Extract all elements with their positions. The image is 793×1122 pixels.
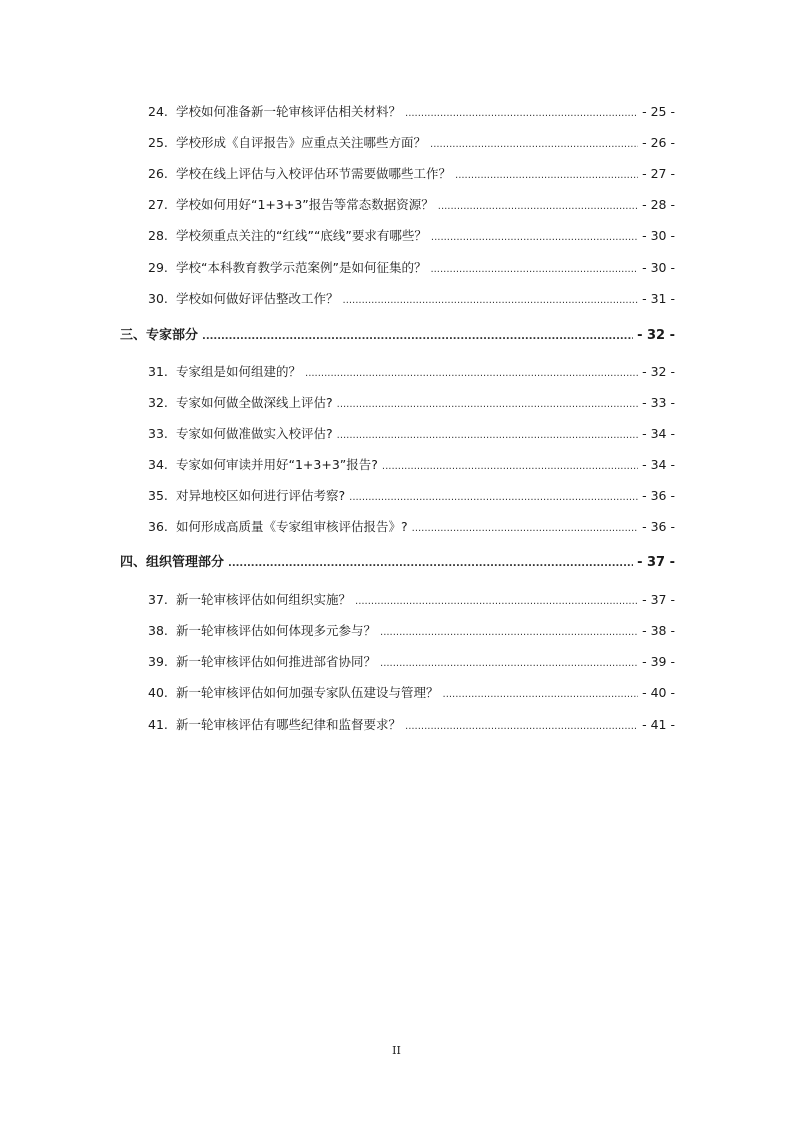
toc-entry-40[interactable]	[148, 684, 675, 704]
toc-entry-page: - 33 -	[642, 395, 675, 410]
toc-entry-number: 32.	[148, 395, 168, 410]
toc-section-page: - 32 -	[637, 328, 675, 343]
toc-entry-number: 35.	[148, 488, 168, 503]
toc-entry-34[interactable]	[148, 456, 675, 476]
toc-entry-title: 新一轮审核评估如何体现多元参与？	[176, 623, 377, 638]
dot-leader	[405, 105, 638, 123]
toc-entry-number: 41.	[148, 717, 168, 732]
toc-entry-title: 如何形成高质量《专家组审核评估报告》?	[176, 519, 408, 534]
toc-entry-36[interactable]	[148, 518, 675, 538]
dot-leader	[431, 229, 638, 247]
toc-entry-title: 新一轮审核评估如何加强专家队伍建设与管理？	[176, 685, 439, 700]
toc-entry-page: - 34 -	[642, 426, 675, 441]
page-footer-number: II	[392, 1044, 401, 1057]
toc-entry-number: 30.	[148, 291, 168, 306]
toc-entry-page: - 32 -	[642, 364, 675, 379]
dot-leader	[349, 489, 638, 507]
dot-leader	[382, 458, 638, 476]
toc-entry-number: 28.	[148, 228, 168, 243]
toc-entry-38[interactable]	[148, 622, 675, 642]
toc-entry-title: 学校须重点关注的“红线”“底线”要求有哪些？	[176, 228, 427, 243]
dot-leader	[412, 520, 638, 538]
dot-leader	[405, 718, 638, 736]
toc-entry-title: 新一轮审核评估如何推进部省协同？	[176, 654, 377, 669]
toc-entry-25[interactable]	[148, 134, 675, 154]
toc-entry-number: 27.	[148, 197, 168, 212]
toc-entry-title: 学校形成《自评报告》应重点关注哪些方面？	[176, 135, 427, 150]
toc-entry-33[interactable]	[148, 425, 675, 445]
toc-entry-title: 学校如何做好评估整改工作？	[176, 291, 339, 306]
toc-entry-37[interactable]	[148, 591, 675, 611]
toc-section-title: 三、专家部分	[120, 328, 199, 343]
toc-entry-title: 专家如何做准做实入校评估?	[176, 426, 333, 441]
toc-entry-title: 新一轮审核评估如何组织实施？	[176, 592, 352, 607]
dot-leader	[443, 686, 639, 704]
dot-leader	[228, 555, 633, 573]
dot-leader	[202, 328, 633, 346]
toc-entry-page: - 27 -	[642, 166, 675, 181]
toc-entry-27[interactable]	[148, 196, 675, 216]
dot-leader	[343, 292, 639, 310]
toc-entry-31[interactable]	[148, 363, 675, 383]
toc-entry-page: - 31 -	[642, 291, 675, 306]
toc-entry-page: - 26 -	[642, 135, 675, 150]
toc-section-page: - 37 -	[637, 555, 675, 570]
toc-section-experts[interactable]	[120, 327, 675, 346]
toc-entry-24[interactable]	[148, 103, 675, 123]
toc-entry-title: 专家如何做全做深线上评估?	[176, 395, 333, 410]
toc-entry-title: 专家组是如何组建的？	[176, 364, 302, 379]
toc-entry-title: 学校如何准备新一轮审核评估相关材料？	[176, 104, 402, 119]
toc-entry-page: - 38 -	[642, 623, 675, 638]
toc-entry-title: 对异地校区如何进行评估考察?	[176, 488, 346, 503]
dot-leader	[430, 136, 638, 154]
toc-entry-number: 37.	[148, 592, 168, 607]
dot-leader	[355, 593, 638, 611]
toc-entry-number: 34.	[148, 457, 168, 472]
dot-leader	[430, 261, 638, 279]
toc-entry-page: - 40 -	[642, 685, 675, 700]
toc-entry-page: - 36 -	[642, 519, 675, 534]
toc-entry-title: 学校在线上评估与入校评估环节需要做哪些工作？	[176, 166, 452, 181]
toc-entry-41[interactable]	[148, 716, 675, 736]
toc-entry-32[interactable]	[148, 394, 675, 414]
toc-entry-30[interactable]	[148, 290, 675, 310]
toc-entry-page: - 34 -	[642, 457, 675, 472]
toc-entry-29[interactable]	[148, 259, 675, 279]
toc-entry-page: - 41 -	[642, 717, 675, 732]
toc-entry-title: 学校如何用好“1+3+3”报告等常态数据资源？	[176, 197, 434, 212]
toc-entry-page: - 36 -	[642, 488, 675, 503]
toc-entry-page: - 30 -	[642, 260, 675, 275]
toc-entry-26[interactable]	[148, 165, 675, 185]
toc-entry-number: 31.	[148, 364, 168, 379]
toc-entry-number: 24.	[148, 104, 168, 119]
toc-entry-number: 29.	[148, 260, 168, 275]
toc-entry-page: - 28 -	[642, 197, 675, 212]
toc-entry-number: 33.	[148, 426, 168, 441]
dot-leader	[380, 624, 638, 642]
toc-entry-page: - 30 -	[642, 228, 675, 243]
toc-entry-number: 39.	[148, 654, 168, 669]
toc-entry-title: 学校“本科教育教学示范案例”是如何征集的？	[176, 260, 427, 275]
toc-entry-35[interactable]	[148, 487, 675, 507]
toc-entry-page: - 25 -	[642, 104, 675, 119]
toc-entry-28[interactable]	[148, 227, 675, 247]
toc-entry-page: - 39 -	[642, 654, 675, 669]
toc-entry-number: 40.	[148, 685, 168, 700]
toc-entry-number: 25.	[148, 135, 168, 150]
dot-leader	[337, 427, 638, 445]
toc-entry-number: 26.	[148, 166, 168, 181]
dot-leader	[337, 396, 638, 414]
toc-section-organization[interactable]	[120, 554, 675, 573]
toc-entry-title: 专家如何审读并用好“1+3+3”报告?	[176, 457, 378, 472]
toc-entry-39[interactable]	[148, 653, 675, 673]
dot-leader	[305, 365, 638, 383]
toc-entry-page: - 37 -	[642, 592, 675, 607]
dot-leader	[438, 198, 638, 216]
toc-entry-number: 36.	[148, 519, 168, 534]
dot-leader	[380, 655, 638, 673]
toc-entry-title: 新一轮审核评估有哪些纪律和监督要求？	[176, 717, 402, 732]
toc-section-title: 四、组织管理部分	[120, 555, 225, 570]
toc-entry-number: 38.	[148, 623, 168, 638]
dot-leader	[455, 167, 638, 185]
